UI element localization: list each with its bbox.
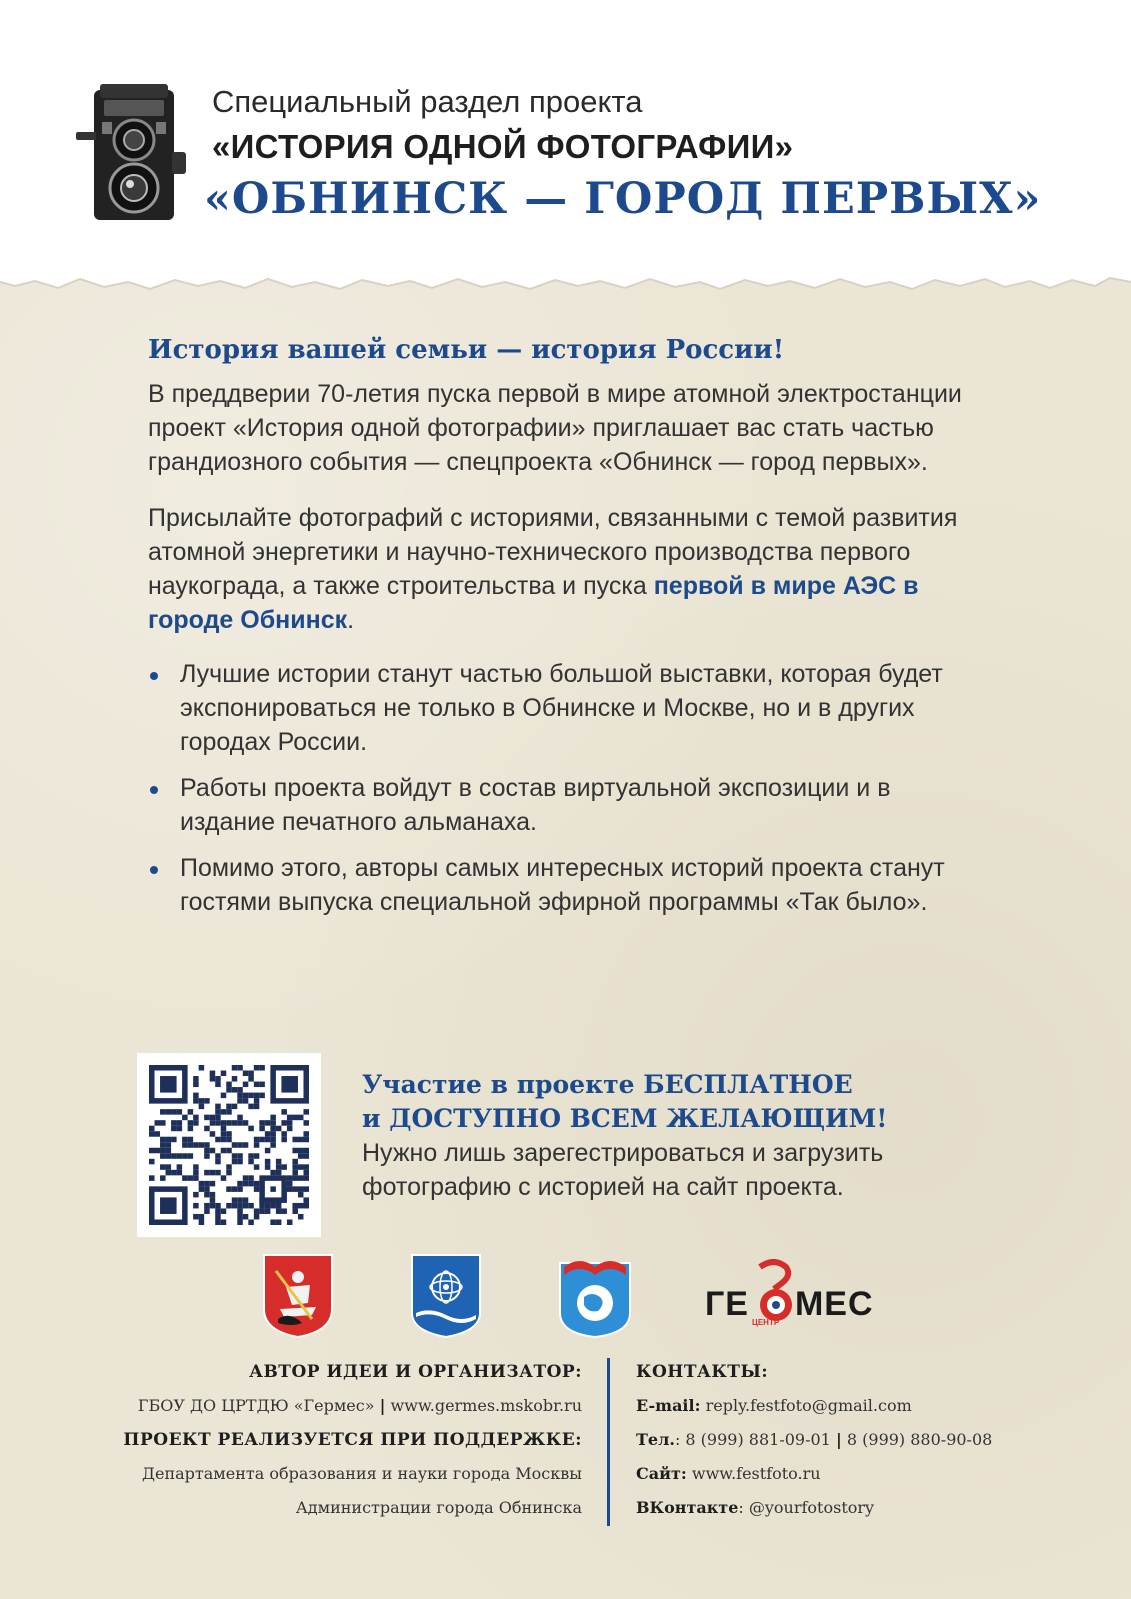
phone-label: Тел. bbox=[636, 1430, 675, 1449]
footer-divider bbox=[607, 1358, 610, 1526]
education-department-icon bbox=[558, 1253, 632, 1339]
contacts-heading: КОНТАКТЫ: bbox=[636, 1362, 769, 1382]
germes-right: МЕС bbox=[794, 1285, 874, 1323]
vk-link[interactable]: : @yourfotostory bbox=[738, 1498, 875, 1517]
author-org: ГБОУ ДО ЦРТДЮ «Гермес» bbox=[137, 1396, 375, 1415]
qr-code-icon bbox=[149, 1065, 309, 1225]
footer-left bbox=[40, 1355, 582, 1525]
paragraph-2 bbox=[148, 501, 998, 637]
benefits-list bbox=[148, 657, 1008, 919]
twin-lens-camera-icon bbox=[72, 82, 192, 227]
support-line-1: Департамента образования и науки города Москвы bbox=[141, 1464, 582, 1483]
obninsk-coat-of-arms-icon bbox=[410, 1253, 482, 1339]
germes-left: ГЕ bbox=[705, 1285, 749, 1323]
site-line bbox=[636, 1457, 1096, 1491]
main-content bbox=[148, 335, 1008, 931]
paragraph-2-end: . bbox=[347, 606, 355, 634]
header bbox=[0, 0, 1131, 300]
author-line bbox=[40, 1389, 582, 1423]
list-item: Помимо этого, авторы самых интересных историй проекта станут гостями выпуска специальной эфирной программы «Так было». bbox=[148, 851, 968, 919]
email-line bbox=[636, 1389, 1096, 1423]
list-item: Лучшие истории станут частью большой выставки, которая будет экспонироваться не только в Обнинске и Москве, но и в других городах России. bbox=[148, 657, 968, 759]
paragraph-2-start: Присылайте фотографий с историями, связанными с темой развития атомной энергетики и научно-технического производства первого наукограда, а также строительства и пуска bbox=[148, 504, 958, 600]
phone-2[interactable]: 8 (999) 880-90-08 bbox=[846, 1430, 993, 1449]
vk-line bbox=[636, 1491, 1096, 1525]
paragraph-2-highlight: первой в мире АЭС в городе Обнинск bbox=[148, 572, 919, 634]
header-line-2: «ИСТОРИЯ ОДНОЙ ФОТОГРАФИИ» bbox=[212, 128, 794, 165]
participation-block bbox=[362, 1068, 1062, 1204]
header-title: «ОБНИНСК — ГОРОД ПЕРВЫХ» bbox=[204, 174, 1042, 224]
participation-line-3: Нужно лишь зарегестрироваться и загрузить bbox=[362, 1139, 884, 1167]
partner-logos bbox=[0, 1253, 1131, 1343]
site-label: Сайт: bbox=[636, 1464, 687, 1483]
email-label: E-mail: bbox=[636, 1396, 701, 1415]
moscow-coat-of-arms-icon bbox=[262, 1253, 334, 1339]
subtitle: История вашей семьи — история России! bbox=[148, 335, 785, 365]
author-heading: АВТОР ИДЕИ И ОРГАНИЗАТОР: bbox=[249, 1362, 582, 1382]
participation-bold-2: и ДОСТУПНО ВСЕМ ЖЕЛАЮЩИМ! bbox=[362, 1104, 888, 1133]
germes-logo-text bbox=[705, 1285, 874, 1324]
qr-code[interactable] bbox=[137, 1053, 321, 1237]
participation-bold-1: Участие в проекте БЕСПЛАТНОЕ bbox=[362, 1070, 853, 1099]
vk-label: ВКонтакте bbox=[636, 1498, 739, 1517]
footer-right bbox=[636, 1355, 1096, 1525]
germes-small-text: ЦЕНТР bbox=[752, 1318, 780, 1327]
list-item: Работы проекта войдут в состав виртуальной экспозиции и в издание печатного альманаха. bbox=[148, 771, 968, 839]
email-link[interactable]: reply.festfoto@gmail.com bbox=[705, 1396, 912, 1415]
header-line-1: Специальный раздел проекта bbox=[212, 84, 643, 119]
participation-line-4: фотографию с историей на сайт проекта. bbox=[362, 1173, 844, 1201]
site-link[interactable]: www.festfoto.ru bbox=[691, 1464, 821, 1483]
separator: | bbox=[379, 1396, 386, 1415]
author-site-link[interactable]: www.germes.mskobr.ru bbox=[390, 1396, 582, 1415]
phone-1[interactable]: : 8 (999) 881-09-01 bbox=[674, 1430, 831, 1449]
support-heading: ПРОЕКТ РЕАЛИЗУЕТСЯ ПРИ ПОДДЕРЖКЕ: bbox=[123, 1430, 582, 1450]
paragraph-1: В преддверии 70-летия пуска первой в мире атомной электростанции проект «История одной фотографии» приглашает вас стать частью грандиозного события — спецпроекта «Обнинск — город первых». bbox=[148, 380, 962, 476]
support-line-2: Администрации города Обнинска bbox=[295, 1498, 582, 1517]
phone-line bbox=[636, 1423, 1096, 1457]
separator: | bbox=[835, 1430, 842, 1449]
